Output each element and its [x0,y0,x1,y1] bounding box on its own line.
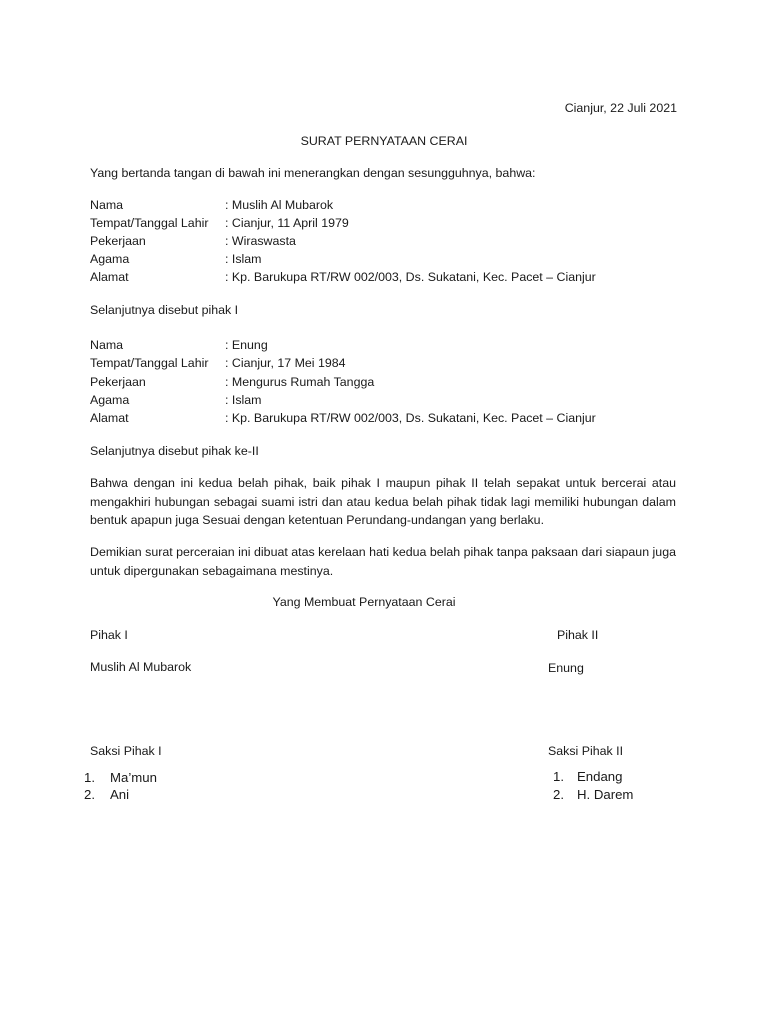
field-value: : Kp. Barukupa RT/RW 002/003, Ds. Sukatani, Kec. Pacet – Cianjur [225,411,596,425]
party2-row-birth [90,354,346,372]
field-value: : Enung [225,338,268,352]
party1-row-name [90,196,333,214]
field-label: Tempat/Tanggal Lahir [90,356,209,370]
list-number: 1. [553,769,564,784]
party1-signature-label: Pihak I [90,628,128,642]
party1-row-occupation [90,232,296,250]
witness2-heading: Saksi Pihak II [548,744,624,758]
field-label: Alamat [90,411,129,425]
party2-signature-label: Pihak II [557,628,599,642]
field-label: Tempat/Tanggal Lahir [90,216,209,230]
witness-name: Ani [110,787,130,802]
field-label: Agama [90,393,130,407]
field-value: : Islam [225,393,262,407]
list-item [84,769,157,787]
body-paragraph-1: Bahwa dengan ini kedua belah pihak, baik pihak I maupun pihak II telah sepakat untuk bercerai atau mengakhiri hubungan sebagai suami istri dan atau kedua belah pihak tidak lagi memiliki hubungan dalam bentuk apapun juga Sesuai dengan ketentuan Perundang-undangan yang berlaku. [90,476,676,527]
field-label: Agama [90,252,130,266]
party1-signature-name: Muslih Al Mubarok [90,660,192,674]
intro-text: Yang bertanda tangan di bawah ini menerangkan dengan sesungguhnya, bahwa: [90,166,536,180]
witness-name: Endang [577,769,623,784]
list-item [553,786,633,804]
field-value: : Cianjur, 17 Mei 1984 [225,356,346,370]
field-value: : Mengurus Rumah Tangga [225,375,375,389]
signature-heading: Yang Membuat Pernyataan Cerai [272,595,456,609]
place-date: Cianjur, 22 Juli 2021 [564,101,677,115]
party1-row-address [90,268,596,286]
party1-row-religion [90,250,262,268]
witness-name: H. Darem [577,787,634,802]
party1-designation: Selanjutnya disebut pihak I [90,303,239,317]
list-number: 2. [84,787,95,802]
party1-row-birth [90,214,349,232]
witness1-heading: Saksi Pihak I [90,744,162,758]
party2-row-religion [90,391,262,409]
field-label: Pekerjaan [90,234,146,248]
field-value: : Muslih Al Mubarok [225,198,334,212]
party2-row-occupation [90,373,374,391]
field-label: Nama [90,198,124,212]
list-item [553,768,622,786]
field-value: : Islam [225,252,262,266]
field-value: : Cianjur, 11 April 1979 [225,216,349,230]
party2-row-name [90,336,268,354]
party2-designation: Selanjutnya disebut pihak ke-II [90,444,259,458]
document-title: SURAT PERNYATAAN CERAI [300,134,468,148]
witness-name: Ma’mun [110,770,157,785]
field-label: Nama [90,338,124,352]
field-value: : Wiraswasta [225,234,296,248]
party2-row-address [90,409,596,427]
list-number: 1. [84,770,95,785]
body-paragraph-2: Demikian surat perceraian ini dibuat atas kerelaan hati kedua belah pihak tanpa paksaan dari siapaun juga untuk dipergunakan sebagaimana mestinya. [90,545,676,578]
party2-signature-name: Enung [548,661,584,675]
field-value: : Kp. Barukupa RT/RW 002/003, Ds. Sukatani, Kec. Pacet – Cianjur [225,270,596,284]
list-item [84,786,129,804]
list-number: 2. [553,787,564,802]
field-label: Alamat [90,270,129,284]
field-label: Pekerjaan [90,375,146,389]
